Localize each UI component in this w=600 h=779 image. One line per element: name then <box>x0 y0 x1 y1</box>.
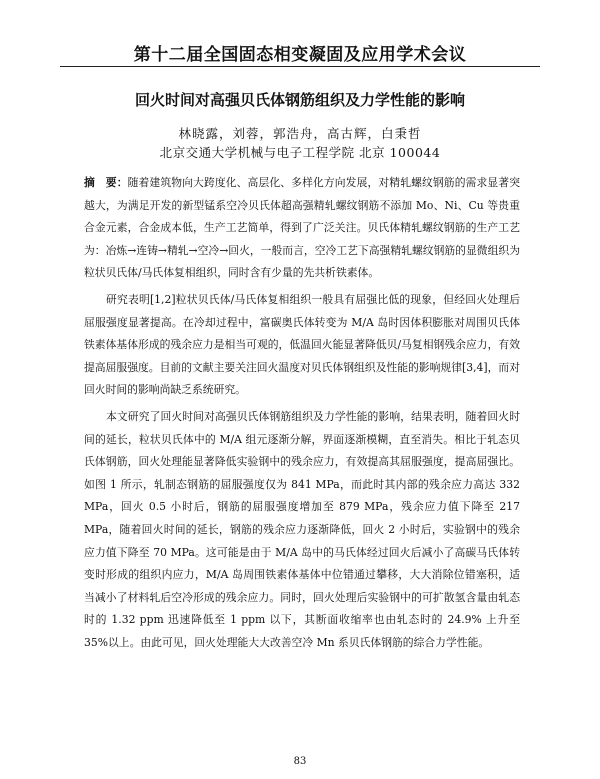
paper-affiliation: 北京交通大学机械与电子工程学院 北京 100044 <box>159 145 441 160</box>
abstract-text: 随着建筑物向大跨度化、高层化、多样化方向发展，对精轧螺纹钢筋的需求显著突越大，为满足开发的新型锰系空冷贝氏体超高强精轧螺纹钢筋不添加 Mo、Ni、Cu 等贵重合金元素，合金成本低，生产工艺简单，得到了广泛关注。贝氏体精轧螺纹钢筋的生产工艺为：冶炼→连铸→精轧→空冷→回火，一般而言，空冷工艺下高强精轧螺纹钢筋的显微组织为粒状贝氏体/马氏体复相组织，同时含有少量的先共析铁素体。 <box>84 176 521 280</box>
body-text <box>84 172 520 658</box>
header-divider <box>60 66 540 67</box>
abstract-label: 摘 要： <box>84 176 128 189</box>
paper-title: 回火时间对高强贝氏体钢筋组织及力学性能的影响 <box>134 91 465 109</box>
abstract-paragraph <box>84 172 520 285</box>
page-number: 83 <box>293 756 307 767</box>
paper-authors: 林晓露，刘蓉，郭浩舟，高古辉，白秉哲 <box>178 126 422 141</box>
body-paragraph-1: 研究表明[1,2]粒状贝氏体/马氏体复相组织一般具有屈强比低的现象，但经回火处理后屈服强度显著提高。在冷却过程中，富碳奥氏体转变为 M/A 岛时因体积膨胀对周围贝氏体铁素体基体形成的残余应力是相当可观的，低温回火能显著降低贝/马复相钢残余应力，有效提高屈服强度。目前的文献主要关注回火温度对贝氏体钢组织及性能的影响规律[3,4]，而对回火时间的影响尚缺乏系统研究。 <box>84 292 520 397</box>
conference-header: 第十二届全国固态相变凝固及应用学术会议 <box>133 45 467 65</box>
body-paragraph-2: 本文研究了回火时间对高强贝氏体钢筋组织及力学性能的影响，结果表明，随着回火时间的延长，粒状贝氏体中的 M/A 组元逐渐分解，界面逐渐模糊，直至消失。相比于轧态贝氏体钢筋，回火处理能显著降低实验钢中的残余应力，有效提高其屈服强度，提高屈强比。如图 1 所示，轧制态钢筋的屈服强度仅为 841 MPa，而此时其内部的残余应力高达 332 MPa，回火 0.5 小时后，钢筋的屈服强度增加至 879 MPa，残余应力值下降至 217 MPa，随着回火时间的延长，钢筋的残余应力逐渐降低，回火 2 小时后，实验钢中的残余应力值下降至 70 MPa。这可能是由于 M/A 岛中的马氏体经过回火后减小了高碳马氏体转变时形成的组织内应力，M/A 岛周围铁素体基体中位错通过攀移，大大消除位错塞积，适当减小了材料轧后空冷形成的残余应力。同时，回火处理后实验钢中的可扩散氢含量由轧态时的 1.32 ppm 迅速降低至 1 ppm 以下，其断面收缩率也由轧态时的 24.9% 上升至 35%以上。由此可见，回火处理能大大改善空冷 Mn 系贝氏体钢筋的综合力学性能。 <box>84 409 520 649</box>
